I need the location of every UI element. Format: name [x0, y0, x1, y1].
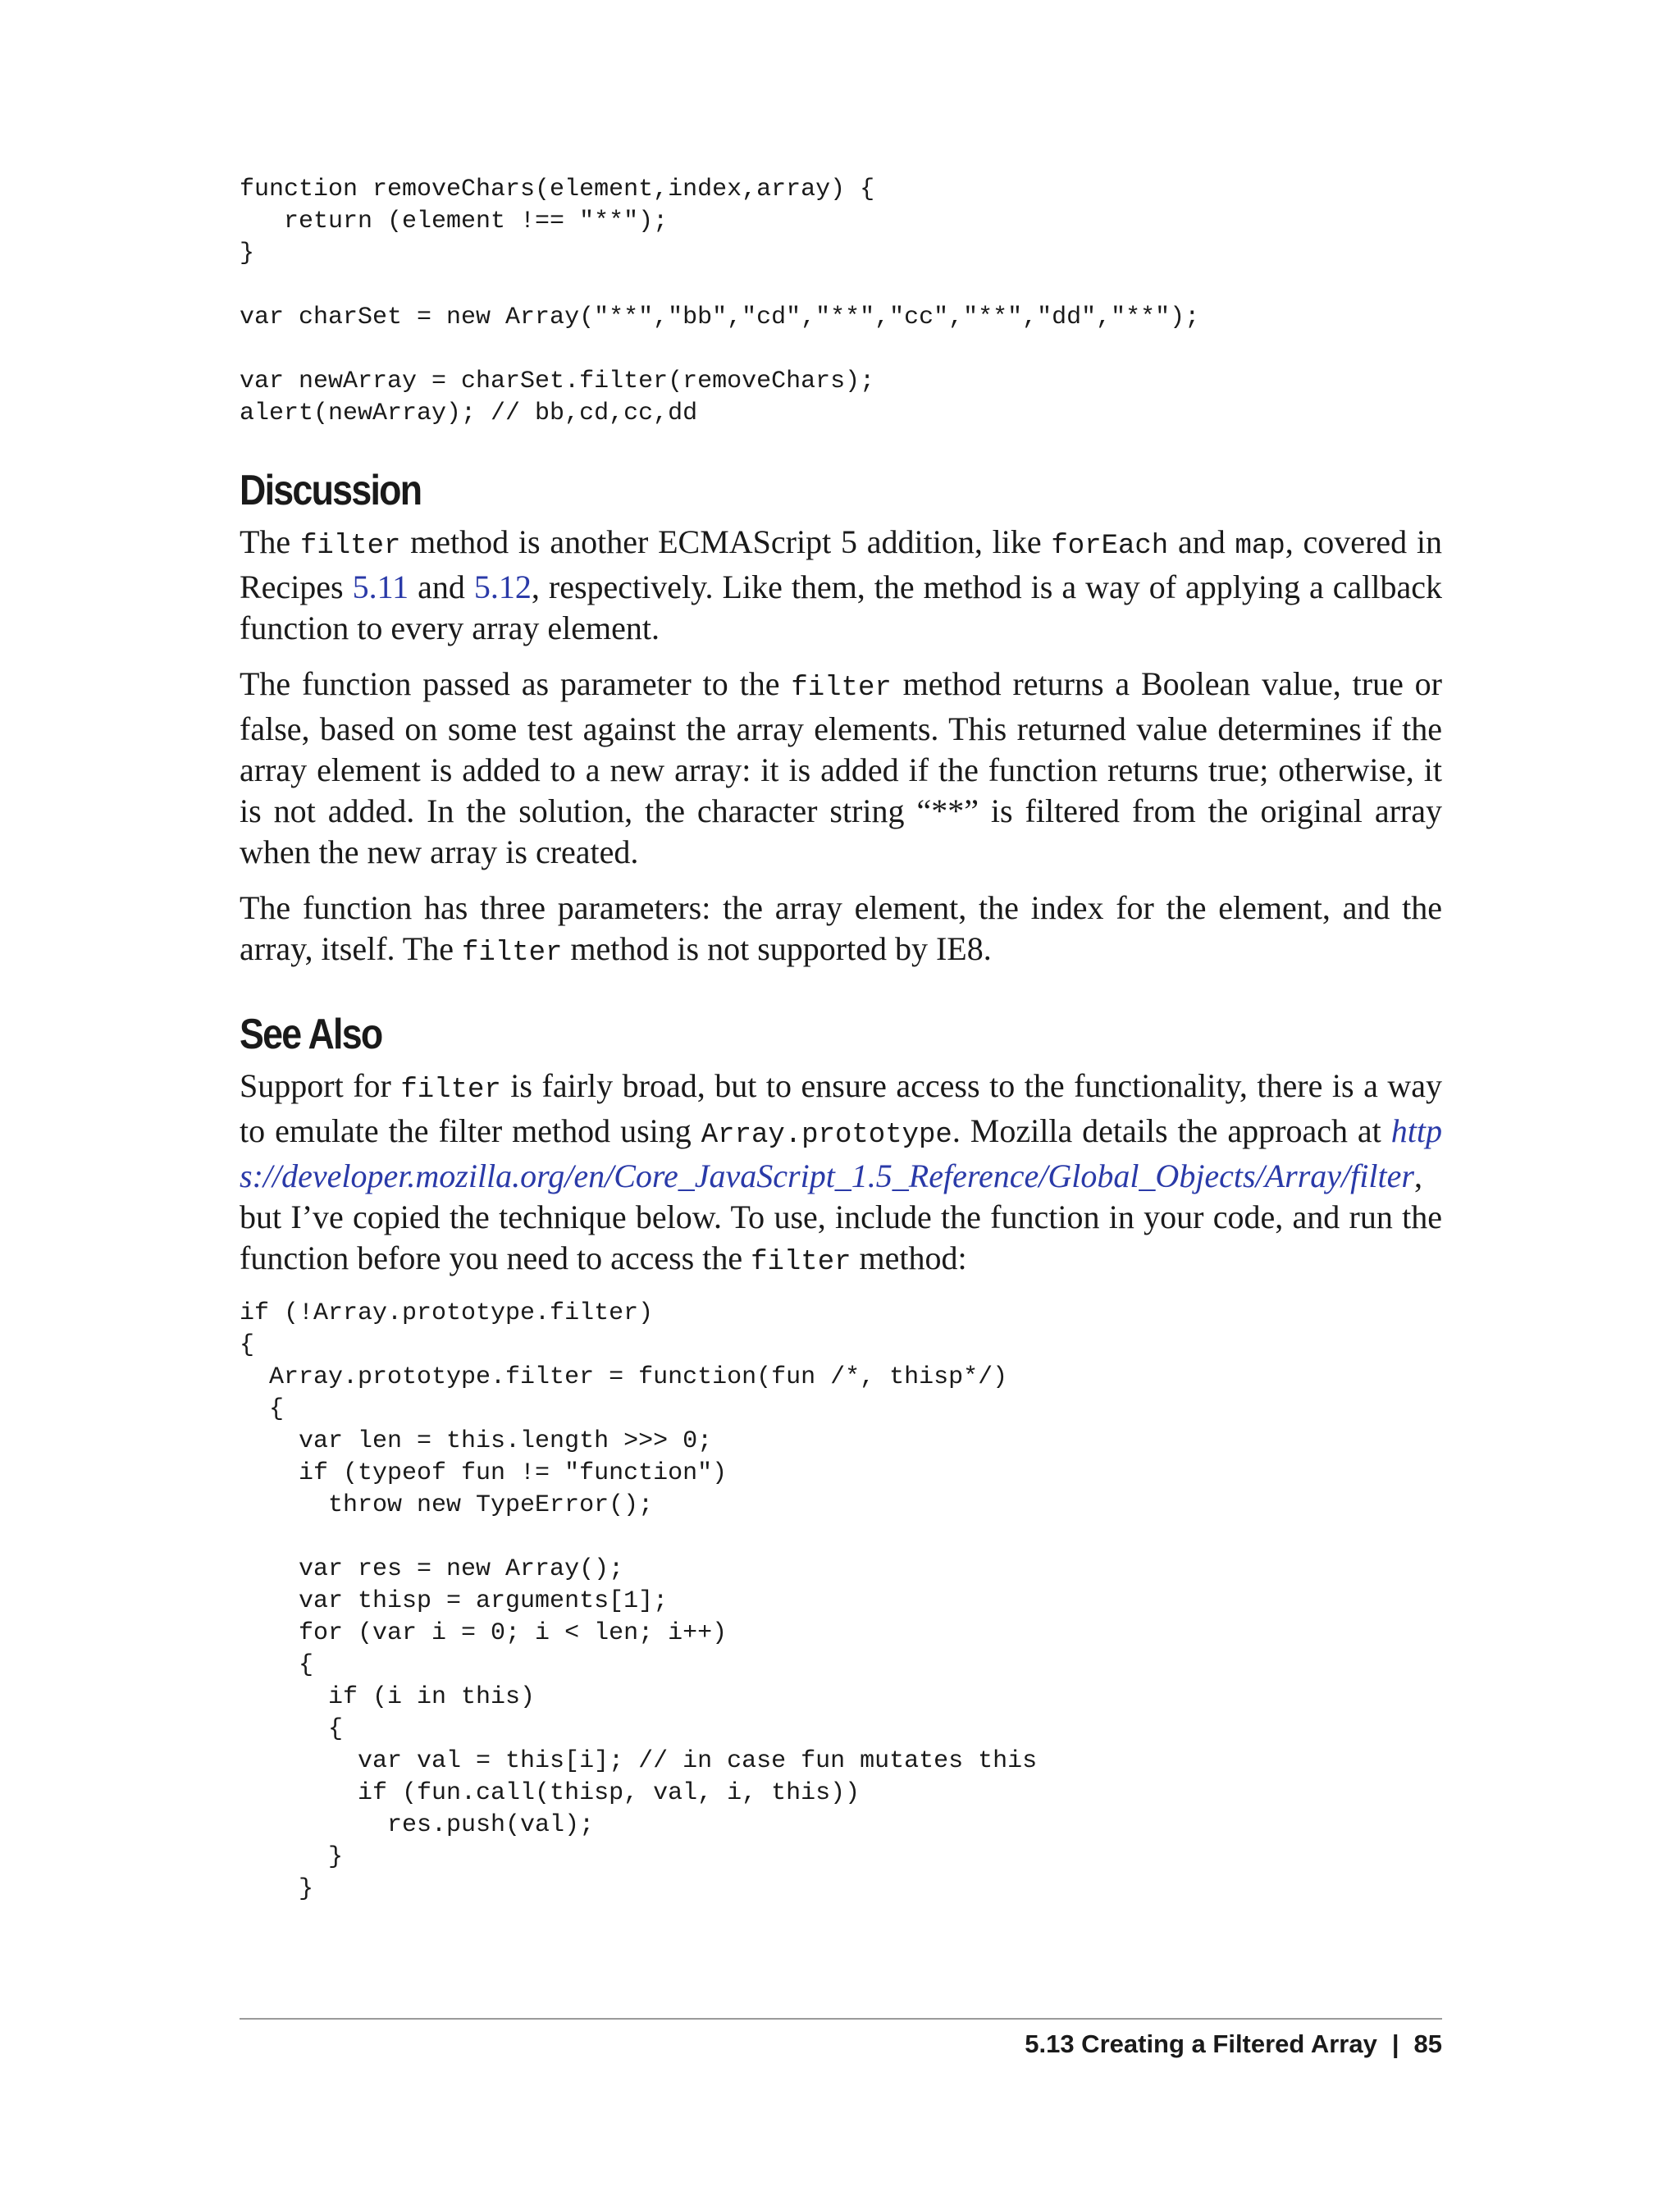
section-heading-see-also: See Also	[240, 1011, 382, 1058]
inline-code: filter	[299, 531, 401, 562]
footer-separator: |	[1391, 2029, 1399, 2058]
discussion-paragraph-1: The filter method is another ECMAScript 5 addition, like forEach and map, covered in Recipes 5.11 and 5.12, respectively. Like them, the method is a way of applying a callback function to every array element.	[240, 523, 1442, 646]
inline-code: filter	[791, 673, 892, 704]
section-heading-discussion: Discussion	[240, 467, 422, 514]
inline-code: map	[1235, 531, 1285, 562]
footer-divider	[240, 2018, 1442, 2020]
see-also-paragraph: Support for filter is fairly broad, but to ensure access to the functionality, there is a way to emulate the filter method using Array.prototype. Mozilla details the approach at https://developer.mozilla.org/en/Core_JavaScript_1.5_Reference/Global_Objects/Array/filter, but I’ve copied the technique below. To use, include the function in your code, and run the function before you need to access the filter method:	[240, 1067, 1442, 1278]
recipe-link-5-12[interactable]: 5.12	[473, 568, 532, 605]
inline-code: Array.prototype	[701, 1120, 952, 1151]
page-number: 85	[1413, 2029, 1442, 2058]
code-block-remove-chars: function removeChars(element,index,array) { return (element !== "**"); } var charSet = new Array("**","bb","cd","**","cc","**","dd","**"); var newArray = charSet.filter(removeChars); alert(newArray); // bb,cd,cc,dd	[240, 176, 1200, 427]
code-block-filter-polyfill: if (!Array.prototype.filter) { Array.prototype.filter = function(fun /*, thisp*/) { var len = this.length >>> 0; if (typeof fun != "function") throw new TypeError(); var res = new Array(); var thisp = arguments[1]; for (var i = 0; i < len; i++) { if (i in this) { var val = this[i]; // in case fun mutates this if (fun.call(thisp, val, i, this)) res.push(val); } }	[240, 1299, 1038, 1903]
mozilla-reference-link[interactable]: https://developer.mozilla.org/en/Core_JavaScript_1.5_Reference/Global_Objects/Array/filter	[240, 1112, 1442, 1194]
inline-code: filter	[462, 938, 563, 969]
inline-code: filter	[400, 1075, 501, 1106]
inline-code: filter	[751, 1247, 851, 1278]
discussion-paragraph-2: The function passed as parameter to the filter method returns a Boolean value, true or false, based on some test against the array elements. This returned value determines if the array element is added to a new array: it is added if the function returns true; otherwise, it is not added. In the solution, the character string “**” is filtered from the original array when the new array is created.	[240, 665, 1442, 870]
inline-code: forEach	[1051, 531, 1169, 562]
recipe-link-5-11[interactable]: 5.11	[352, 568, 409, 605]
footer-section-title: 5.13 Creating a Filtered Array	[1025, 2029, 1377, 2058]
discussion-paragraph-3: The function has three parameters: the array element, the index for the element, and the array, itself. The filter method is not supported by IE8.	[240, 889, 1442, 969]
page-content	[240, 174, 1442, 1906]
page-footer	[1025, 2028, 1442, 2061]
